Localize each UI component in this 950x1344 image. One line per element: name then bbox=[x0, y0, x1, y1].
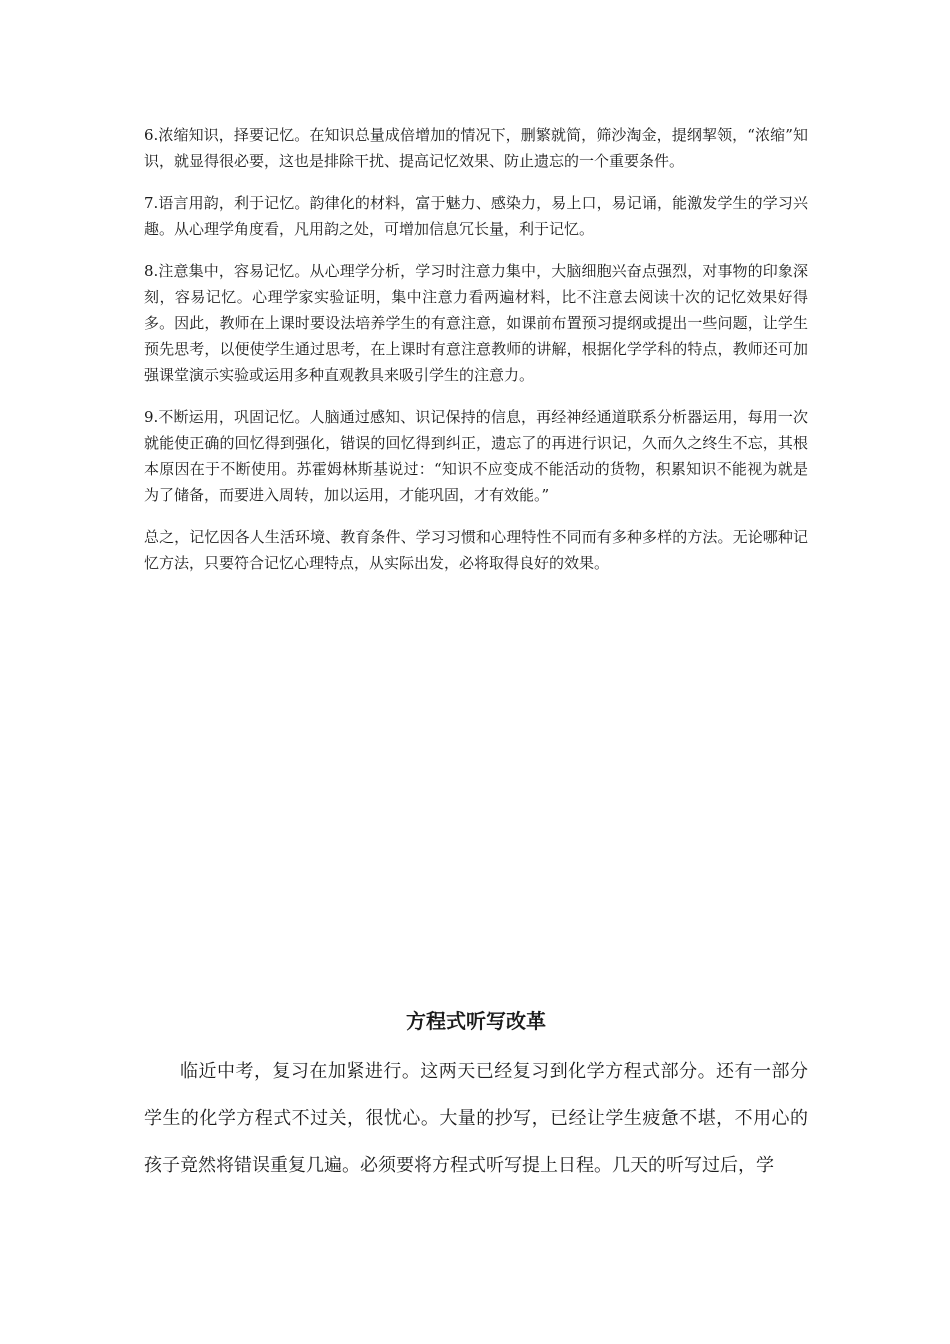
paragraph-item-6: 6.浓缩知识，择要记忆。在知识总量成倍增加的情况下，删繁就简，筛沙淘金，提纲挈领，“浓缩”知识，就显得很必要，这也是排除干扰、提高记忆效果、防止遗忘的一个重要条件。 bbox=[144, 126, 808, 170]
memory-methods-section bbox=[144, 122, 808, 592]
paragraph-item-7: 7.语言用韵，利于记忆。韵律化的材料，富于魅力、感染力，易上口，易记诵，能激发学生的学习兴趣。从心理学角度看，凡用韵之处，可增加信息冗长量，利于记忆。 bbox=[144, 194, 808, 238]
paragraph-conclusion: 总之，记忆因各人生活环境、教育条件、学习习惯和心理特性不同而有多种多样的方法。无论哪种记忆方法，只要符合记忆心理特点，从实际出发，必将取得良好的效果。 bbox=[144, 528, 808, 572]
paragraph-item-9: 9.不断运用，巩固记忆。人脑通过感知、识记保持的信息，再经神经通道联系分析器运用，每用一次就能使正确的回忆得到强化，错误的回忆得到纠正，遗忘了的再进行识记，久而久之终生不忘，其根本原因在于不断使用。苏霍姆林斯基说过：“知识不应变成不能活动的货物，积累知识不能视为就是为了储备，而要进入周转，加以运用，才能巩固，才有效能。” bbox=[144, 408, 808, 504]
article-body: 临近中考，复习在加紧进行。这两天已经复习到化学方程式部分。还有一部分学生的化学方程式不过关，很忧心。大量的抄写，已经让学生疲惫不堪，不用心的孩子竟然将错误重复几遍。必须要将方程式听写提上日程。几天的听写过后，学 bbox=[144, 1061, 808, 1176]
article-title: 方程式听写改革 bbox=[406, 1009, 546, 1033]
paragraph-item-8: 8.注意集中，容易记忆。从心理学分析，学习时注意力集中，大脑细胞兴奋点强烈，对事物的印象深刻，容易记忆。心理学家实验证明，集中注意力看两遍材料，比不注意去阅读十次的记忆效果好得多。因此，教师在上课时要设法培养学生的有意注意，如课前布置预习提纲或提出一些问题，让学生预先思考，以便使学生通过思考，在上课时有意注意教师的讲解，根据化学学科的特点，教师还可加强课堂演示实验或运用多种直观教具来吸引学生的注意力。 bbox=[144, 262, 808, 384]
